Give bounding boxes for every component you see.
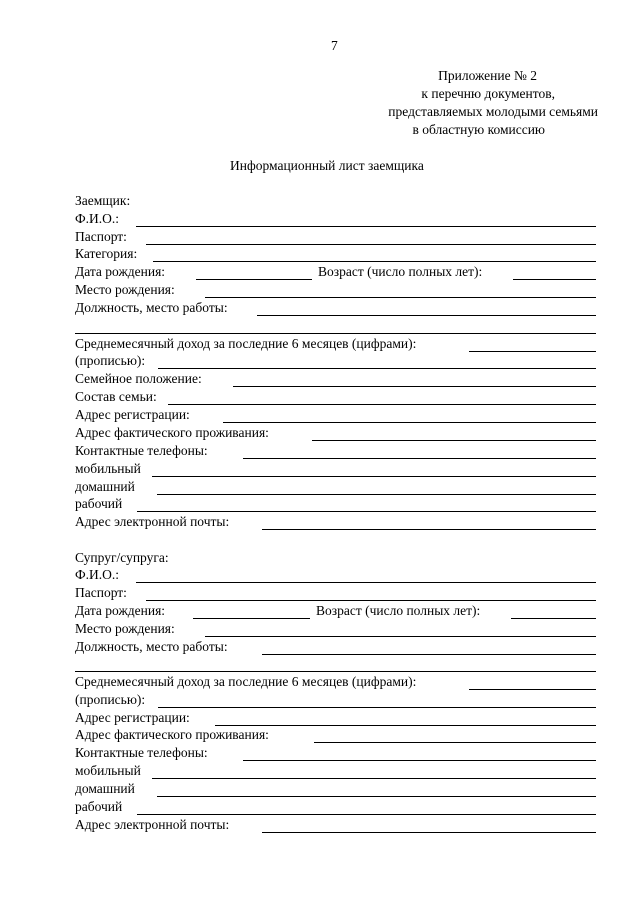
borrower-marital-field[interactable] bbox=[233, 386, 596, 387]
borrower-marital-label: Семейное положение: bbox=[75, 371, 202, 386]
spouse-birth-place-label: Место рождения: bbox=[75, 621, 175, 636]
spouse-passport-label: Паспорт: bbox=[75, 585, 127, 600]
borrower-income-field[interactable] bbox=[469, 351, 596, 352]
borrower-age-field[interactable] bbox=[513, 279, 596, 280]
spouse-work-field[interactable] bbox=[137, 814, 596, 815]
borrower-age-label: Возраст (число полных лет): bbox=[318, 264, 483, 279]
spouse-mobile-field[interactable] bbox=[152, 778, 596, 779]
borrower-email-field[interactable] bbox=[262, 529, 596, 530]
spouse-work-label: рабочий bbox=[75, 799, 123, 814]
borrower-reg-address-label: Адрес регистрации: bbox=[75, 407, 190, 422]
borrower-family-field[interactable] bbox=[168, 404, 596, 405]
appendix-line-3: представляемых молодыми семьями bbox=[388, 104, 598, 119]
spouse-income-field[interactable] bbox=[469, 689, 596, 690]
borrower-phones-field[interactable] bbox=[243, 458, 596, 459]
spouse-heading: Супруг/супруга: bbox=[75, 550, 169, 565]
spouse-position-field-extra[interactable] bbox=[75, 671, 596, 672]
borrower-birth-place-label: Место рождения: bbox=[75, 282, 175, 297]
borrower-passport-label: Паспорт: bbox=[75, 229, 127, 244]
spouse-fio-label: Ф.И.О.: bbox=[75, 567, 120, 582]
borrower-family-label: Состав семьи: bbox=[75, 389, 157, 404]
borrower-category-field[interactable] bbox=[153, 261, 596, 262]
spouse-age-label: Возраст (число полных лет): bbox=[316, 603, 481, 618]
spouse-income-words-field[interactable] bbox=[158, 707, 596, 708]
borrower-email-label: Адрес электронной почты: bbox=[75, 514, 230, 529]
spouse-phones-label: Контактные телефоны: bbox=[75, 745, 208, 760]
spouse-email-label: Адрес электронной почты: bbox=[75, 817, 230, 832]
spouse-income-label: Среднемесячный доход за последние 6 месяцев (цифрами): bbox=[75, 674, 417, 689]
spouse-birth-date-field[interactable] bbox=[193, 618, 310, 619]
borrower-phones-label: Контактные телефоны: bbox=[75, 443, 208, 458]
appendix-line-4: в областную комиссию bbox=[412, 122, 545, 137]
borrower-home-field[interactable] bbox=[157, 494, 596, 495]
borrower-actual-address-label: Адрес фактического проживания: bbox=[75, 425, 269, 440]
borrower-birth-date-field[interactable] bbox=[196, 279, 312, 280]
appendix-line-2: к перечню документов, bbox=[421, 86, 555, 101]
spouse-age-field[interactable] bbox=[511, 618, 596, 619]
appendix-line-1: Приложение № 2 bbox=[438, 68, 537, 83]
spouse-mobile-label: мобильный bbox=[75, 763, 141, 778]
borrower-heading: Заемщик: bbox=[75, 193, 131, 208]
spouse-position-label: Должность, место работы: bbox=[75, 639, 228, 654]
borrower-income-words-field[interactable] bbox=[158, 368, 596, 369]
page-number: 7 bbox=[331, 38, 338, 53]
page-title: Информационный лист заемщика bbox=[230, 158, 424, 173]
borrower-mobile-field[interactable] bbox=[152, 476, 596, 477]
spouse-income-words-label: (прописью): bbox=[75, 692, 146, 707]
borrower-position-label: Должность, место работы: bbox=[75, 300, 228, 315]
spouse-birth-date-label: Дата рождения: bbox=[75, 603, 166, 618]
spouse-birth-place-field[interactable] bbox=[205, 636, 596, 637]
borrower-mobile-label: мобильный bbox=[75, 461, 141, 476]
borrower-passport-field[interactable] bbox=[146, 244, 596, 245]
spouse-fio-field[interactable] bbox=[136, 582, 596, 583]
borrower-work-field[interactable] bbox=[137, 511, 596, 512]
spouse-home-label: домашний bbox=[75, 781, 135, 796]
borrower-reg-address-field[interactable] bbox=[223, 422, 596, 423]
spouse-actual-address-label: Адрес фактического проживания: bbox=[75, 727, 269, 742]
borrower-birth-place-field[interactable] bbox=[205, 297, 596, 298]
spouse-reg-address-label: Адрес регистрации: bbox=[75, 710, 190, 725]
borrower-home-label: домашний bbox=[75, 479, 135, 494]
borrower-birth-date-label: Дата рождения: bbox=[75, 264, 166, 279]
spouse-phones-field[interactable] bbox=[243, 760, 596, 761]
spouse-email-field[interactable] bbox=[262, 832, 596, 833]
borrower-category-label: Категория: bbox=[75, 246, 138, 261]
borrower-fio-field[interactable] bbox=[136, 226, 596, 227]
borrower-income-words-label: (прописью): bbox=[75, 353, 146, 368]
borrower-fio-label: Ф.И.О.: bbox=[75, 211, 120, 226]
borrower-income-label: Среднемесячный доход за последние 6 месяцев (цифрами): bbox=[75, 336, 417, 351]
borrower-work-label: рабочий bbox=[75, 496, 123, 511]
borrower-position-field-extra[interactable] bbox=[75, 333, 596, 334]
spouse-home-field[interactable] bbox=[157, 796, 596, 797]
spouse-passport-field[interactable] bbox=[146, 600, 596, 601]
spouse-actual-address-field[interactable] bbox=[314, 742, 596, 743]
spouse-position-field[interactable] bbox=[262, 654, 596, 655]
borrower-actual-address-field[interactable] bbox=[312, 440, 596, 441]
spouse-reg-address-field[interactable] bbox=[215, 725, 596, 726]
borrower-position-field[interactable] bbox=[257, 315, 596, 316]
